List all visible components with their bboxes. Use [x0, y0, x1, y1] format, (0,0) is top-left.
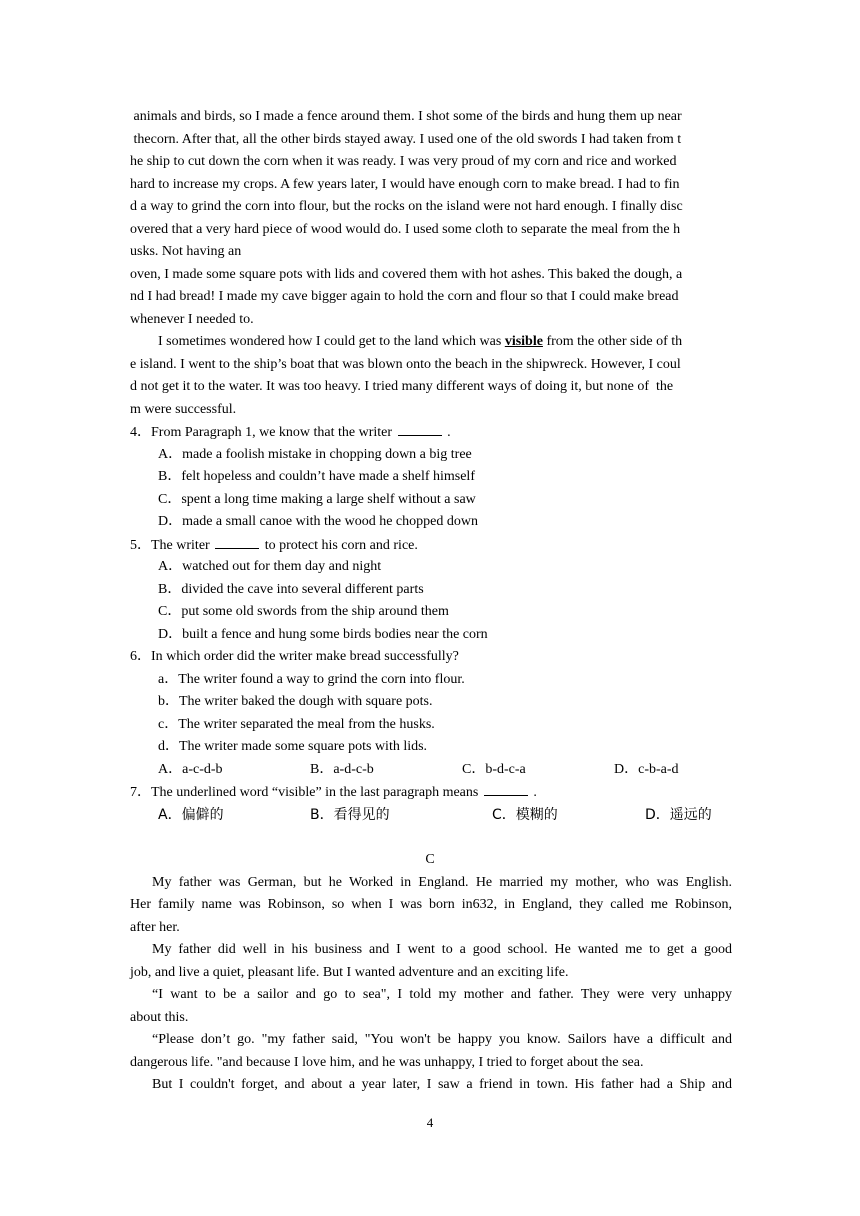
passage-line: overed that a very hard piece of wood would do. I used some cloth to separate the meal from the h: [130, 222, 681, 237]
passage-text: from the other side of th: [542, 334, 683, 349]
section-c-heading: C: [425, 852, 435, 867]
section-c-line: after her.: [130, 920, 180, 935]
section-c-line: My father was German, but he Worked in England. He married my mother, who was English.: [152, 875, 732, 890]
question-6-option-c: C．b-d-c-a: [462, 762, 526, 777]
question-5-option-d: D．built a fence and hung some birds bodies near the corn: [158, 627, 488, 642]
answer-blank: [398, 423, 442, 436]
stem-text: 5．The writer: [130, 538, 214, 553]
question-6-stem: 6．In which order did the writer make bread successfully?: [130, 649, 459, 664]
question-6-step-c: c．The writer separated the meal from the husks.: [158, 717, 435, 732]
question-7-option-c: C．模糊的: [492, 807, 558, 823]
passage-line: he ship to cut down the corn when it was ready. I was very proud of my corn and rice and worked: [130, 154, 677, 169]
answer-blank: [215, 536, 259, 549]
passage-line: hard to increase my crops. A few years later, I would have enough corn to make bread. I had to fin: [130, 177, 680, 192]
stem-text: .: [529, 785, 537, 800]
passage-line: thecorn. After that, all the other birds stayed away. I used one of the old swords I had taken from t: [130, 132, 682, 147]
question-4-option-b: B．felt hopeless and couldn’t have made a shelf himself: [158, 469, 475, 484]
question-7-option-b: B．看得见的: [310, 807, 390, 823]
section-c-line: Her family name was Robinson, so when I was born in632, in England, they called me Robinson,: [130, 897, 732, 912]
question-6-step-d: d．The writer made some square pots with lids.: [158, 739, 428, 754]
question-6-step-a: a．The writer found a way to grind the corn into flour.: [158, 672, 465, 687]
passage-line: m were successful.: [130, 402, 237, 417]
question-5-option-c: C．put some old swords from the ship around them: [158, 604, 449, 619]
underlined-word: visible: [504, 334, 543, 349]
question-6-option-d: D．c-b-a-d: [614, 762, 679, 777]
question-4-option-d: D．made a small canoe with the wood he chopped down: [158, 514, 478, 529]
question-6-option-b: B．a-d-c-b: [310, 762, 374, 777]
stem-text: 4．From Paragraph 1, we know that the writer: [130, 425, 396, 440]
passage-line: e island. I went to the ship’s boat that was blown onto the beach in the shipwreck. However, I coul: [130, 357, 681, 372]
section-c-line: job, and live a quiet, pleasant life. But I wanted adventure and an exciting life.: [130, 965, 569, 980]
question-5-stem: [130, 536, 418, 555]
passage-text: I sometimes wondered how I could get to the land which was: [158, 334, 505, 349]
section-c-line: “I want to be a sailor and go to sea", I told my mother and father. They were very unhappy: [152, 987, 732, 1002]
section-c-line: “Please don’t go. "my father said, "You won't be happy you know. Sailors have a difficult and: [152, 1032, 732, 1047]
question-6-step-b: b．The writer baked the dough with square pots.: [158, 694, 433, 709]
question-5-option-a: A．watched out for them day and night: [158, 559, 382, 574]
stem-text: to protect his corn and rice.: [261, 538, 418, 553]
section-c-line: dangerous life. "and because I love him, and he was unhappy, I tried to forget about the sea.: [130, 1055, 644, 1070]
question-6-option-a: A．a-c-d-b: [158, 762, 223, 777]
question-7-stem: [130, 783, 537, 802]
page-number: 4: [426, 1115, 434, 1130]
question-7-option-d: D．遥远的: [645, 807, 712, 823]
section-c-line: But I couldn't forget, and about a year later, I saw a friend in town. His father had a Ship and: [152, 1077, 732, 1092]
passage-line: animals and birds, so I made a fence around them. I shot some of the birds and hung them up near: [130, 109, 682, 124]
answer-blank: [484, 783, 528, 796]
question-5-option-b: B．divided the cave into several different parts: [158, 582, 424, 597]
question-4-option-a: A．made a foolish mistake in chopping down a big tree: [158, 447, 472, 462]
passage-line: usks. Not having an: [130, 244, 242, 259]
stem-text: 7．The underlined word “visible” in the last paragraph means: [130, 785, 482, 800]
passage-line: d not get it to the water. It was too heavy. I tried many different ways of doing it, but none of the: [130, 379, 674, 394]
section-c-line: My father did well in his business and I went to a good school. He wanted me to get a good: [152, 942, 732, 957]
question-4-stem: [130, 423, 451, 442]
passage-line: [158, 333, 682, 351]
question-4-option-c: C．spent a long time making a large shelf without a saw: [158, 492, 476, 507]
passage-line: d a way to grind the corn into flour, but the rocks on the island were not hard enough. I finally disc: [130, 199, 683, 214]
section-c-line: about this.: [130, 1010, 189, 1025]
passage-line: nd I had bread! I made my cave bigger again to hold the corn and flour so that I could make bread: [130, 289, 679, 304]
passage-line: oven, I made some square pots with lids and covered them with hot ashes. This baked the dough, a: [130, 267, 683, 282]
passage-line: whenever I needed to.: [130, 312, 254, 327]
question-7-option-a: A．偏僻的: [158, 807, 224, 823]
stem-text: .: [443, 425, 451, 440]
